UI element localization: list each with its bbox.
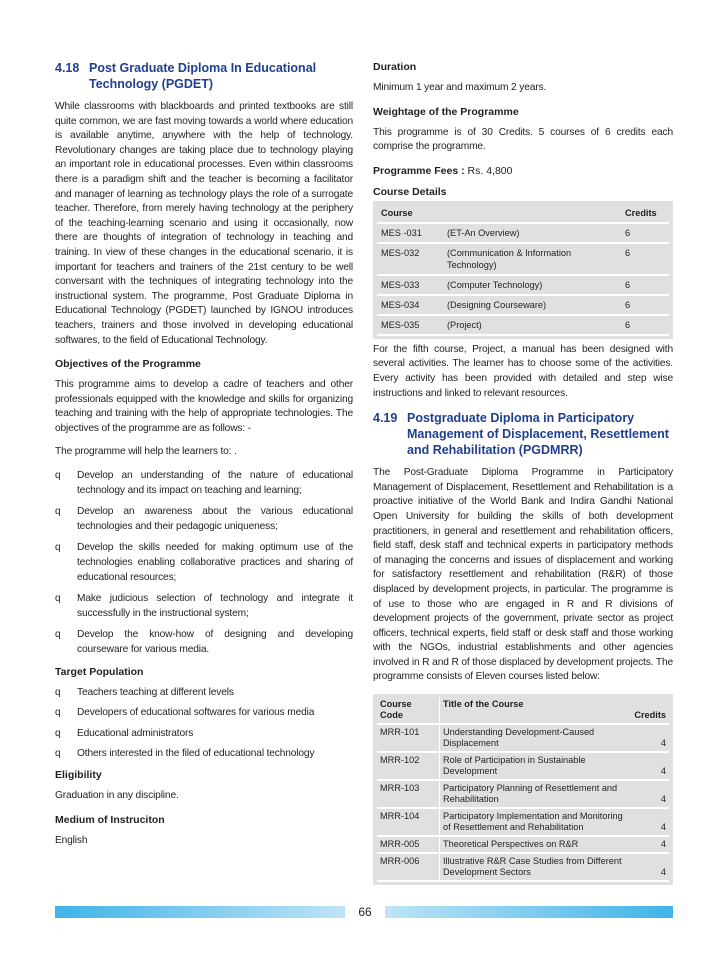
- table-row: [377, 853, 669, 881]
- fees-label: Programme Fees :: [373, 164, 465, 177]
- page-footer: [55, 906, 673, 918]
- table-cell: Illustrative R&R Case Studies from Different Development Sectors: [440, 853, 628, 881]
- footer-bar-left: [55, 906, 345, 918]
- list-item: q Developers of educational softwares for various media: [55, 706, 353, 721]
- table-header: Course: [377, 204, 443, 223]
- duration-heading: Duration: [373, 61, 417, 73]
- table-row: [377, 223, 669, 243]
- table-row: [377, 295, 669, 315]
- table-cell: MRR-101: [377, 724, 440, 752]
- table-cell: (Communication & Information Technology): [443, 243, 621, 275]
- medium-text: English: [55, 834, 88, 846]
- target-population-list: [55, 686, 353, 762]
- table-cell: 6: [621, 223, 669, 243]
- learners-intro: The programme will help the learners to: .: [55, 446, 237, 458]
- right-column: [373, 60, 673, 889]
- table-cell: Role of Participation in Sustainable Development: [440, 752, 628, 780]
- bullet-icon: q: [55, 542, 61, 554]
- bullet-icon: q: [55, 748, 61, 760]
- table-cell: 4: [627, 780, 669, 808]
- table-cell: Theoretical Perspectives on R&R: [440, 836, 628, 853]
- section-title: Postgraduate Diploma in Participatory Management of Displacement, Resettlement and Rehabilitation (PGDMRR): [407, 411, 669, 458]
- table-cell: MES-034: [377, 295, 443, 315]
- pgdet-course-table: [373, 201, 673, 339]
- table-cell: (ET-An Overview): [443, 223, 621, 243]
- list-item: q Educational administrators: [55, 727, 353, 742]
- bullet-icon: q: [55, 629, 61, 641]
- table-cell: MRR-102: [377, 752, 440, 780]
- fees-value: Rs. 4,800: [467, 164, 513, 177]
- table-cell: (Project): [443, 315, 621, 335]
- table-cell: MRR-104: [377, 808, 440, 836]
- table-row: [377, 752, 669, 780]
- section-number: 4.18: [55, 61, 80, 75]
- table-row: [377, 780, 669, 808]
- table-cell: Participatory Planning of Resettlement and Rehabilitation: [440, 780, 628, 808]
- objectives-paragraph: This programme aims to develop a cadre of teachers and other professionals equipped with the knowledge and skills for organizing teaching and training with the help of appropriate technologies. The objectives of the programme are as follows: -: [55, 379, 353, 434]
- table-cell: MRR-103: [377, 780, 440, 808]
- target-population-heading: Target Population: [55, 665, 144, 678]
- objectives-list: [55, 469, 353, 658]
- footer-bar-right: [385, 906, 673, 918]
- project-paragraph: For the fifth course, Project, a manual has been designed with several activities. The learner has to choose some of the activities. Every activity has been provided with detailed and step wise instructions and linked to relevant resources.: [373, 343, 673, 399]
- section-4-19-heading: [373, 410, 673, 458]
- list-item: q Develop an understanding of the nature of educational technology and its impact on teaching and learning;: [55, 469, 353, 498]
- table-cell: (Computer Technology): [443, 275, 621, 295]
- table-cell: MES-033: [377, 275, 443, 295]
- bullet-icon: q: [55, 686, 61, 698]
- table-row: [377, 724, 669, 752]
- bullet-icon: q: [55, 470, 61, 482]
- table-cell: Understanding Development-Caused Displacement: [440, 724, 628, 752]
- table-header-row: [377, 204, 669, 223]
- pgdet-intro-paragraph: While classrooms with blackboards and printed textbooks are still quite common, we are fast moving towards a world where education is available anytime, anywhere with the help of technology. Revolutionary changes are taking place due to technology playing an important role in educational processes. Even within classrooms there is a paradigm shift and the teacher is becoming a facilitator and manager of learning as technology plays the role of a surrogate teacher. Therefore, from merely having technology at the periphery of the teaching-learning scenario and using it occasionally, now there are thoughts of integration of technology in teaching and training. In view of these changes in the educational scenario, it is important for teachers and trainers of the 21st century to be well conversant with the techniques of integrating technology into the instructional system. The programme, Post Graduate Diploma in Educational Technology (PGDET) launched by IGNOU introduces teachers, trainers and those involved in developing educational softwares, to the field of Educational Technology.: [55, 101, 353, 346]
- table-row: [377, 808, 669, 836]
- table-cell: 4: [627, 836, 669, 853]
- pgdmrr-paragraph: The Post-Graduate Diploma Programme in Participatory Management of Displacement, Resettlement and Rehabilitation is a proactive initiative of the World Bank and Indira Gandhi National Open University for building the skills of both development practitioners, in general and resettlement and rehabilitation officers, field staff, desk staff and technical experts in participatory methods of managing the concerns and issues of displacement and working for satisfactory resettlement and rehabilitation (R&R) of those displaced by development projects, in particular. The programme is of use to those who are engaged in R and R divisions of development projects of the government, private sector as project officers, technical experts, field staff or desk staff and those working with the NGOs, industrial establishments and other agencies involved in R and R of those displaced by development projects. The programme consists of Eleven courses listed below:: [373, 467, 673, 683]
- list-item: q Make judicious selection of technology and integrate it successfully in the instructional system;: [55, 592, 353, 621]
- bullet-icon: q: [55, 707, 61, 719]
- programme-fees: [373, 164, 673, 178]
- duration-text: Minimum 1 year and maximum 2 years.: [373, 82, 547, 93]
- table-header: Credits: [621, 204, 669, 223]
- table-cell: (Designing Courseware): [443, 295, 621, 315]
- list-item: q Develop the know-how of designing and developing courseware for various media.: [55, 628, 353, 657]
- table-cell: 6: [621, 243, 669, 275]
- left-column: [55, 60, 353, 857]
- table-row: [377, 315, 669, 335]
- table-row: [377, 275, 669, 295]
- table-cell: MES -031: [377, 223, 443, 243]
- objectives-heading: Objectives of the Programme: [55, 358, 201, 371]
- medium-heading: Medium of Instruciton: [55, 813, 165, 826]
- eligibility-heading: Eligibility: [55, 768, 102, 781]
- mrr-course-table: [373, 694, 673, 885]
- bullet-icon: q: [55, 727, 61, 739]
- table-cell: 6: [621, 295, 669, 315]
- table-cell: Participatory Implementation and Monitoring of Resettlement and Rehabilitation: [440, 808, 628, 836]
- table-cell: MES-032: [377, 243, 443, 275]
- table-header-row: [377, 697, 669, 724]
- section-title: Post Graduate Diploma In Educational Technology (PGDET): [89, 61, 317, 91]
- table-header: [443, 204, 621, 223]
- table-header: Credits: [627, 697, 669, 724]
- page-number: 66: [358, 905, 372, 919]
- eligibility-text: Graduation in any discipline.: [55, 789, 179, 801]
- list-item: q Develop the skills needed for making optimum use of the technologies enabling collaborative practices and sharing of educational resources;: [55, 541, 353, 585]
- table-cell: MRR-005: [377, 836, 440, 853]
- table-cell: 4: [627, 808, 669, 836]
- section-number: 4.19: [373, 411, 398, 426]
- table-cell: 4: [627, 752, 669, 780]
- table-cell: MES-035: [377, 315, 443, 335]
- table-cell: 6: [621, 315, 669, 335]
- table-cell: 6: [621, 275, 669, 295]
- table-cell: 4: [627, 853, 669, 881]
- table-row: [377, 243, 669, 275]
- section-4-18-heading: [55, 60, 353, 92]
- table-header: Course Code: [377, 697, 440, 724]
- table-header: Title of the Course: [440, 697, 628, 724]
- list-item: q Others interested in the filed of educational technology: [55, 747, 353, 762]
- list-item: q Teachers teaching at different levels: [55, 686, 353, 701]
- course-details-heading: Course Details: [373, 185, 447, 198]
- table-cell: MRR-006: [377, 853, 440, 881]
- bullet-icon: q: [55, 593, 61, 605]
- weightage-heading: Weightage of the Programme: [373, 105, 519, 118]
- table-row: [377, 836, 669, 853]
- table-cell: 4: [627, 724, 669, 752]
- weightage-text: This programme is of 30 Credits. 5 courses of 6 credits each comprise the programme.: [373, 126, 673, 153]
- bullet-icon: q: [55, 506, 61, 518]
- list-item: q Develop an awareness about the various educational technologies and their pedagogic uniqueness;: [55, 505, 353, 534]
